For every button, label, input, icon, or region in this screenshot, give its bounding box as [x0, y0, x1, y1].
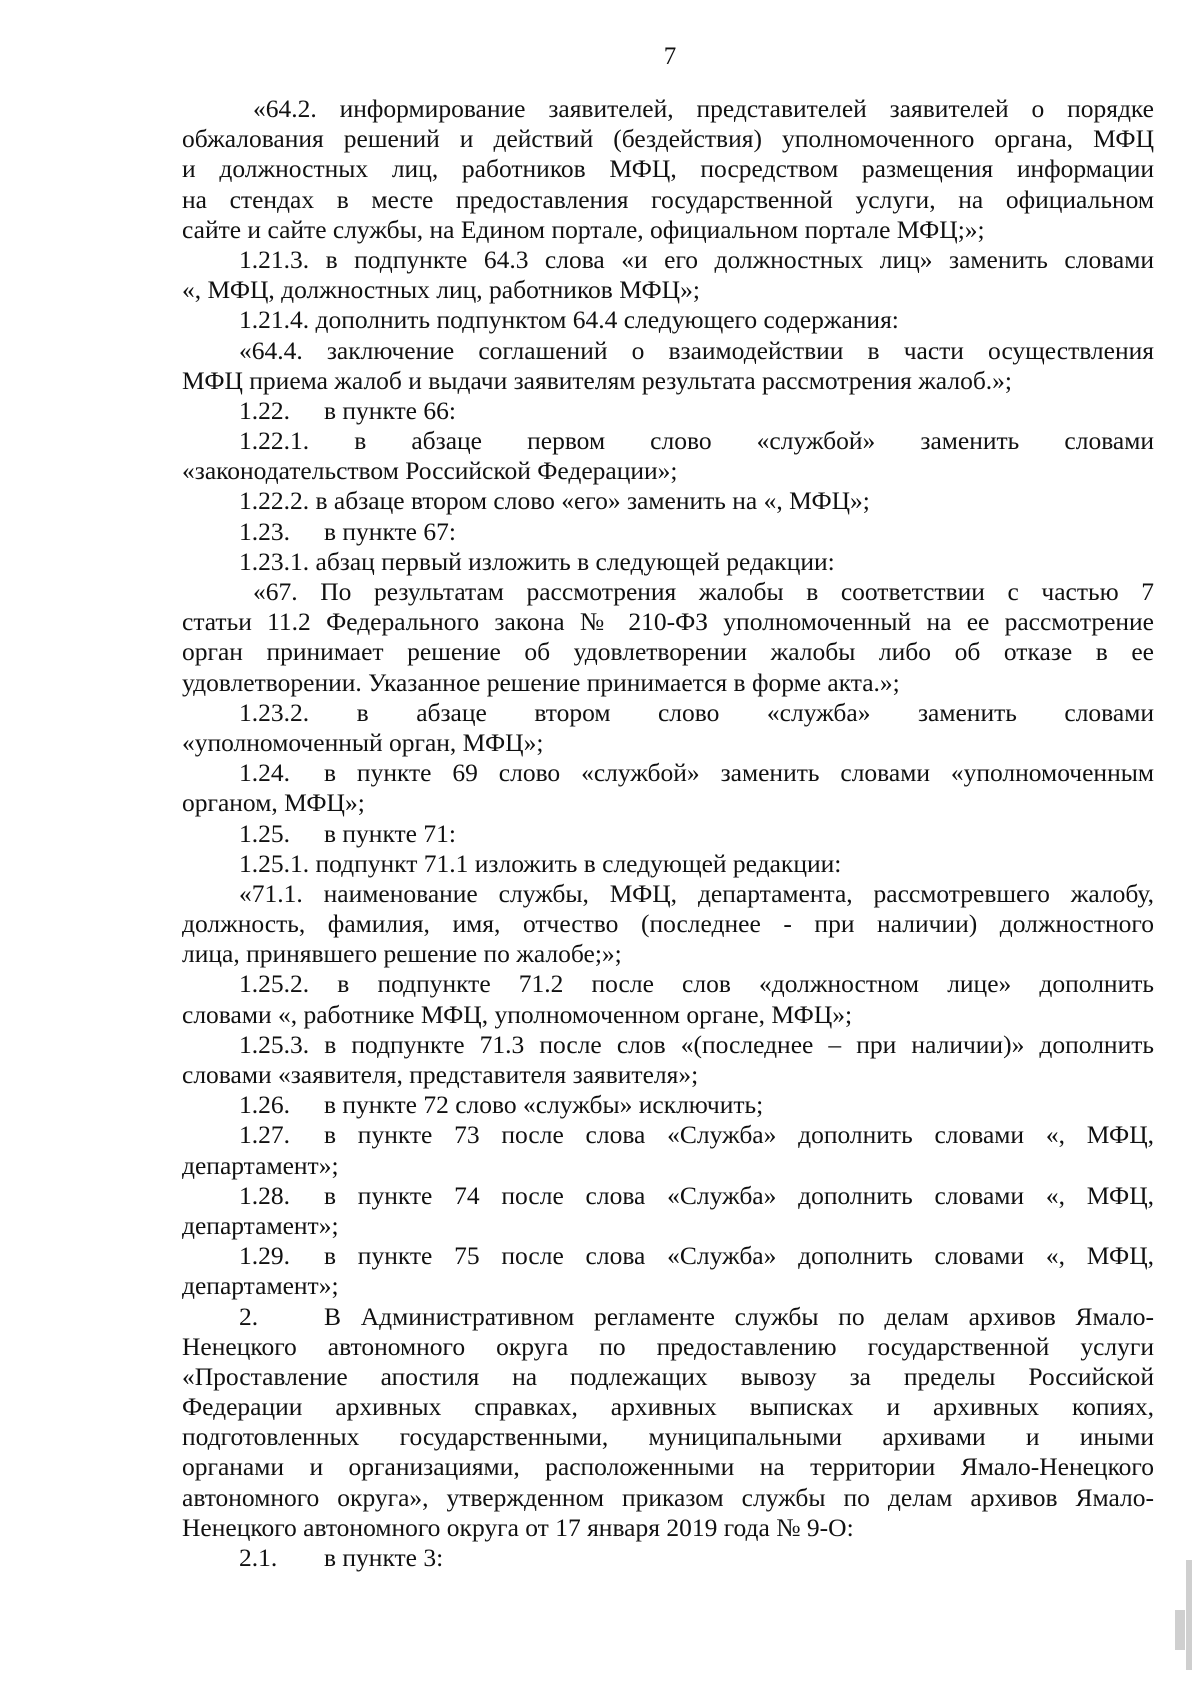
paragraph — [182, 758, 1154, 818]
line-text: в пункте 69 слово «службой» заменить словами «уполномоченным — [324, 758, 1154, 788]
item-number: 1.28. — [239, 1180, 290, 1210]
text-line — [182, 1120, 1154, 1150]
text-line: статьи 11.2 Федерального закона № 210-ФЗ уполномоченный на ее рассмотрение — [182, 607, 1154, 637]
text-line: «Проставление апостиля на подлежащих вывозу за пределы Российской — [182, 1361, 1154, 1391]
text-line: 1.25.3. в подпункте 71.3 после слов «(последнее – при наличии)» дополнить — [239, 1029, 1154, 1059]
text-line: подготовленных государственными, муниципальными архивами и иными — [182, 1422, 1154, 1452]
paragraph — [182, 245, 1154, 305]
paragraph — [182, 94, 1154, 245]
paragraph — [182, 577, 1154, 698]
text-line — [182, 1090, 1154, 1120]
item-number: 1.22. — [239, 395, 290, 425]
text-line: «уполномоченный орган, МФЦ»; — [182, 727, 544, 757]
text-line: 1.25.1. подпункт 71.1 изложить в следующей редакции: — [239, 848, 842, 878]
scan-artifact — [1175, 1610, 1185, 1650]
text-line: сайте и сайте службы, на Едином портале, официальном портале МФЦ;»; — [182, 214, 985, 244]
paragraph — [182, 517, 1154, 547]
paragraph — [182, 1120, 1154, 1180]
text-line: органами и организациями, расположенными на территории Ямало-Ненецкого — [182, 1452, 1154, 1482]
line-text: в пункте 67: — [324, 516, 456, 546]
text-line: удовлетворении. Указанное решение принимается в форме акта.»; — [182, 667, 900, 697]
text-line: МФЦ приема жалоб и выдачи заявителям результата рассмотрения жалоб.»; — [182, 365, 1013, 395]
paragraph — [182, 1241, 1154, 1301]
text-line: «64.2. информирование заявителей, представителей заявителей о порядке — [253, 94, 1154, 123]
text-line: департамент»; — [182, 1271, 339, 1301]
item-number: 1.27. — [239, 1120, 290, 1150]
text-line: Ненецкого автономного округа от 17 января 2019 года № 9-О: — [182, 1512, 854, 1542]
paragraph — [182, 396, 1154, 426]
text-line: Федерации архивных справках, архивных выписках и архивных копиях, — [182, 1392, 1154, 1422]
text-line — [182, 1543, 1154, 1573]
paragraph — [182, 879, 1154, 970]
text-line — [182, 819, 1154, 849]
paragraph — [182, 819, 1154, 849]
text-line: департамент»; — [182, 1210, 339, 1240]
paragraph — [182, 1090, 1154, 1120]
item-number: 1.24. — [239, 758, 290, 788]
text-line: 1.21.4. дополнить подпунктом 64.4 следующего содержания: — [239, 305, 899, 335]
paragraph — [182, 547, 1154, 577]
text-line: 1.21.3. в подпункте 64.3 слова «и его должностных лиц» заменить словами — [239, 244, 1154, 274]
paragraph — [182, 486, 1154, 516]
item-number: 2.1. — [239, 1543, 278, 1572]
paragraph — [182, 426, 1154, 486]
text-line — [182, 1302, 1154, 1332]
text-line: словами «заявителя, представителя заявителя»; — [182, 1060, 699, 1089]
text-line: «67. По результатам рассмотрения жалобы в соответствии с частью 7 — [253, 577, 1154, 606]
line-text: в пункте 75 после слова «Служба» дополнить словами «, МФЦ, — [324, 1241, 1154, 1271]
text-line: «, МФЦ, должностных лиц, работников МФЦ»; — [182, 275, 700, 305]
text-line: департамент»; — [182, 1150, 339, 1180]
text-line: обжалования решений и действий (бездействия) уполномоченного органа, МФЦ — [182, 124, 1154, 154]
text-line: «64.4. заключение соглашений о взаимодействии в части осуществления — [239, 335, 1154, 365]
line-text: В Административном регламенте службы по делам архивов Ямало- — [324, 1301, 1154, 1331]
paragraph — [182, 305, 1154, 335]
paragraph — [182, 1181, 1154, 1241]
text-line: должность, фамилия, имя, отчество (последнее - при наличии) должностного — [182, 909, 1154, 939]
text-line: «законодательством Российской Федерации»; — [182, 456, 678, 486]
text-line: лица, принявшего решение по жалобе;»; — [182, 939, 622, 969]
paragraph — [182, 698, 1154, 758]
line-text: в пункте 73 после слова «Служба» дополнить словами «, МФЦ, — [324, 1120, 1154, 1150]
text-line — [182, 758, 1154, 788]
paragraph — [182, 849, 1154, 879]
line-text: в пункте 74 после слова «Служба» дополнить словами «, МФЦ, — [324, 1180, 1154, 1210]
paragraph — [182, 1030, 1154, 1090]
paragraph — [182, 969, 1154, 1029]
text-line: орган принимает решение об удовлетворении жалобы либо об отказе в ее — [182, 637, 1154, 667]
text-line — [182, 396, 1154, 426]
document-body — [182, 94, 1154, 1573]
item-number: 2. — [239, 1301, 259, 1331]
text-line — [182, 1241, 1154, 1271]
paragraph — [182, 336, 1154, 396]
item-number: 1.25. — [239, 818, 290, 848]
text-line: органом, МФЦ»; — [182, 788, 365, 818]
line-text: в пункте 72 слово «службы» исключить; — [324, 1090, 764, 1120]
line-text: в пункте 71: — [324, 818, 456, 848]
line-text: в пункте 66: — [324, 395, 456, 425]
item-number: 1.26. — [239, 1090, 290, 1120]
paragraph — [182, 1543, 1154, 1573]
text-line — [182, 517, 1154, 547]
text-line: автономного округа», утвержденном приказом службы по делам архивов Ямало- — [182, 1482, 1154, 1512]
line-text: в пункте 3: — [324, 1543, 444, 1572]
text-line: 1.23.2. в абзаце втором слово «служба» заменить словами — [239, 697, 1154, 727]
text-line: «71.1. наименование службы, МФЦ, департамента, рассмотревшего жалобу, — [239, 878, 1154, 908]
paragraph — [182, 1302, 1154, 1544]
text-line: 1.22.1. в абзаце первом слово «службой» заменить словами — [239, 426, 1154, 456]
item-number: 1.23. — [239, 516, 290, 546]
text-line: Ненецкого автономного округа по предоставлению государственной услуги — [182, 1331, 1154, 1361]
text-line — [182, 1181, 1154, 1211]
text-line: и должностных лиц, работников МФЦ, посредством размещения информации — [182, 154, 1154, 184]
text-line: 1.25.2. в подпункте 71.2 после слов «должностном лице» дополнить — [239, 969, 1154, 999]
text-line: 1.23.1. абзац первый изложить в следующей редакции: — [239, 546, 835, 576]
scan-artifact — [1186, 1560, 1192, 1670]
text-line: на стендах в месте предоставления государственной услуги, на официальном — [182, 184, 1154, 214]
page-number: 7 — [663, 43, 677, 70]
text-line: 1.22.2. в абзаце втором слово «его» заменить на «, МФЦ»; — [239, 486, 870, 516]
item-number: 1.29. — [239, 1241, 290, 1271]
text-line: словами «, работнике МФЦ, уполномоченном органе, МФЦ»; — [182, 999, 853, 1029]
